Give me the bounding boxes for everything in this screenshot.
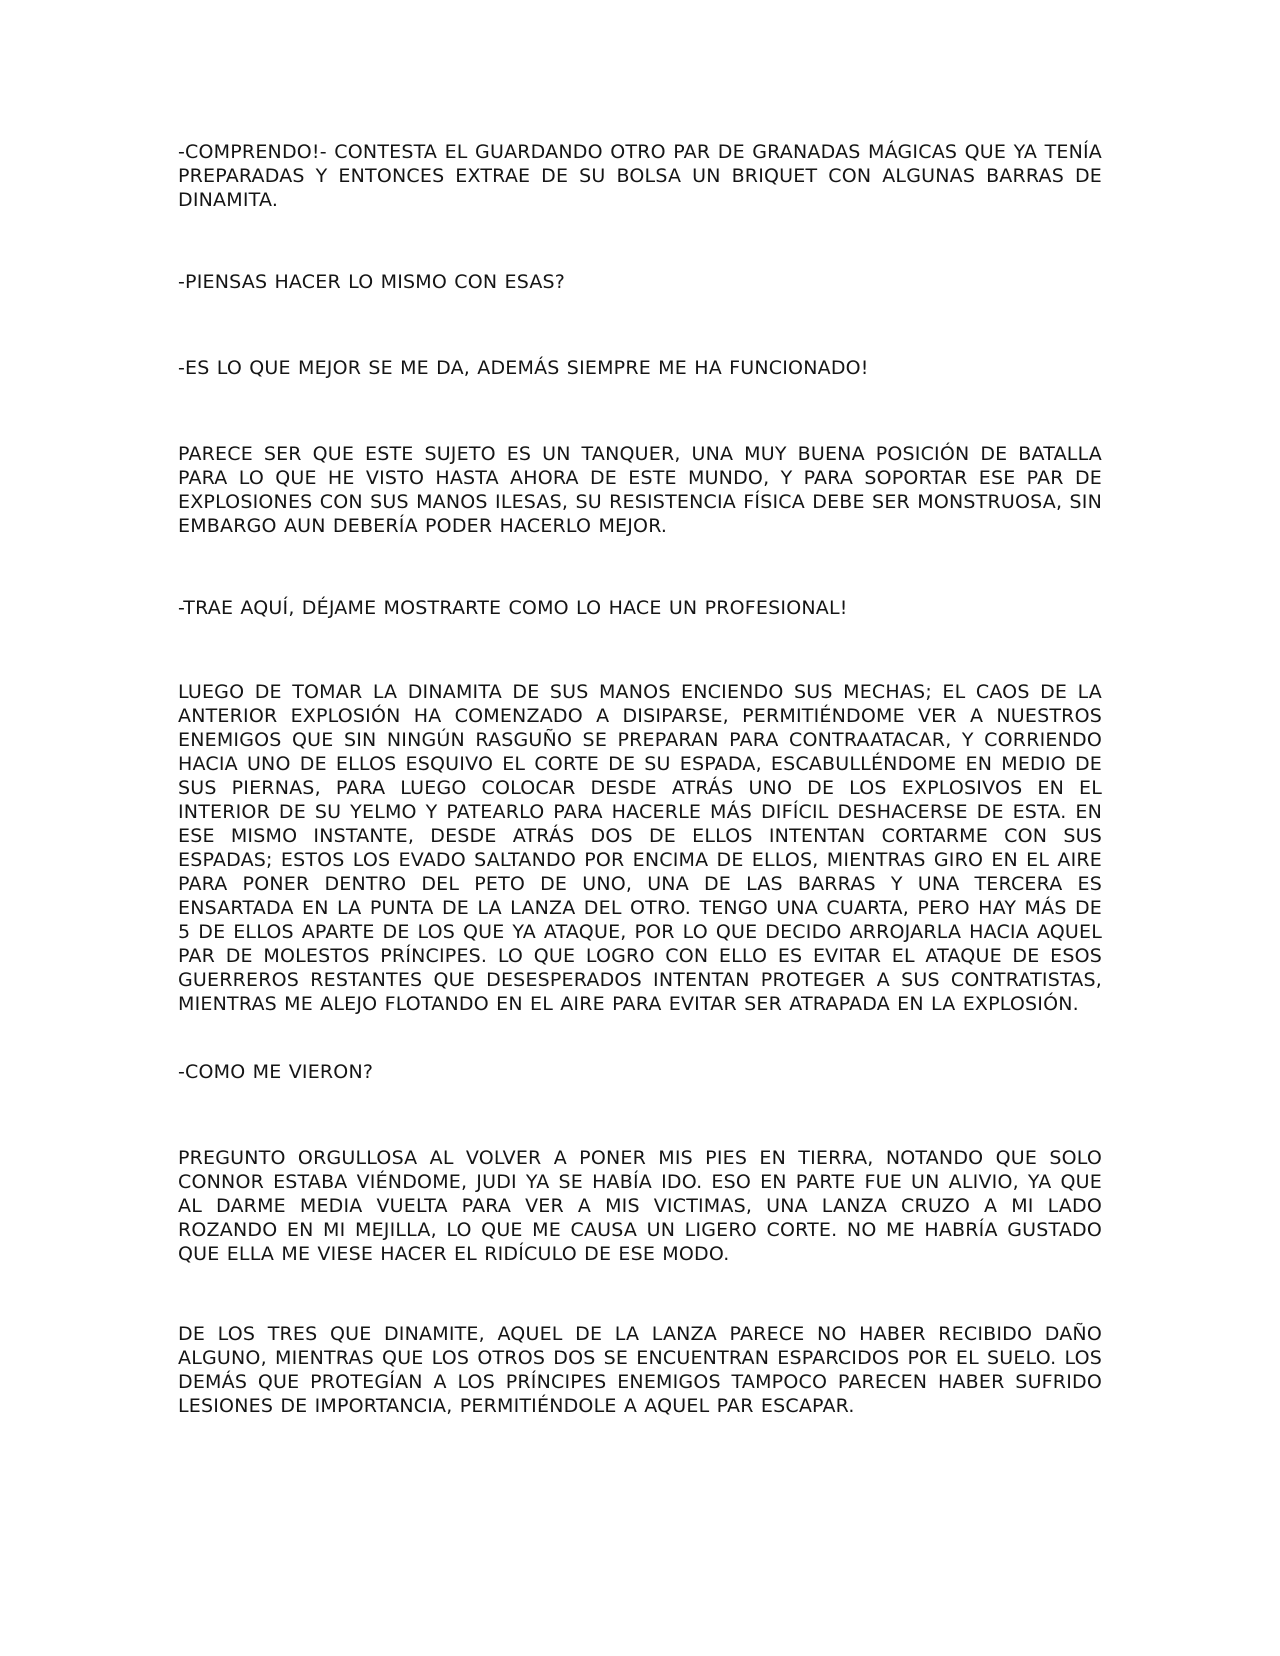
paragraph-narration-de-los-tres: DE LOS TRES QUE DINAMITE, AQUEL DE LA LANZA PARECE NO HABER RECIBIDO DAÑO ALGUNO, MIENTRAS QUE LOS OTROS DOS SE ENCUENTRAN ESPARCIDOS POR EL SUELO. LOS DEMÁS QUE PROTEGÍAN A LOS PRÍNCIPES ENEMIGOS TAMPOCO PARECEN HABER SUFRIDO LESIONES DE IMPORTANCIA, PERMITIÉNDOLE A AQUEL PAR ESCAPAR. (178, 1323, 1102, 1417)
paragraph-narration-dinamita: LUEGO DE TOMAR LA DINAMITA DE SUS MANOS ENCIENDO SUS MECHAS; EL CAOS DE LA ANTERIOR EXPLOSIÓN HA COMENZADO A DISIPARSE, PERMITIÉNDOME VER A NUESTROS ENEMIGOS QUE SIN NINGÚN RASGUÑO SE PREPARAN PARA CONTRAATACAR, Y CORRIENDO HACIA UNO DE ELLOS ESQUIVO EL CORTE DE SU ESPADA, ESCABULLÉNDOME EN MEDIO DE SUS PIERNAS, PARA LUEGO COLOCAR DESDE ATRÁS UNO DE LOS EXPLOSIVOS EN EL INTERIOR DE SU YELMO Y PATEARLO PARA HACERLE MÁS DIFÍCIL DESHACERSE DE ESTA. EN ESE MISMO INSTANTE, DESDE ATRÁS DOS DE ELLOS INTENTAN CORTARME CON SUS ESPADAS; ESTOS LOS EVADO SALTANDO POR ENCIMA DE ELLOS, MIENTRAS GIRO EN EL AIRE PARA PONER DENTRO DEL PETO DE UNO, UNA DE LAS BARRAS Y UNA TERCERA ES ENSARTADA EN LA PUNTA DE LA LANZA DEL OTRO. TENGO UNA CUARTA, PERO HAY MÁS DE 5 DE ELLOS APARTE DE LOS QUE YA ATAQUE, POR LO QUE DECIDO ARROJARLA HACIA AQUEL PAR DE MOLESTOS PRÍNCIPES. LO QUE LOGRO CON ELLO ES EVITAR EL ATAQUE DE ESOS GUERREROS RESTANTES QUE DESESPERADOS INTENTAN PROTEGER A SUS CONTRATISTAS, MIENTRAS ME ALEJO FLOTANDO EN EL AIRE PARA EVITAR SER ATRAPADA EN LA EXPLOSIÓN. (178, 681, 1102, 1015)
paragraph-dialogue-como-me-vieron: -COMO ME VIERON? (178, 1061, 374, 1083)
paragraph-dialogue-comprendo: -COMPRENDO!- CONTESTA EL GUARDANDO OTRO PAR DE GRANADAS MÁGICAS QUE YA TENÍA PREPARADAS Y ENTONCES EXTRAE DE SU BOLSA UN BRIQUET CON ALGUNAS BARRAS DE DINAMITA. (178, 141, 1102, 211)
paragraph-narration-tanquer: PARECE SER QUE ESTE SUJETO ES UN TANQUER, UNA MUY BUENA POSICIÓN DE BATALLA PARA LO QUE HE VISTO HASTA AHORA DE ESTE MUNDO, Y PARA SOPORTAR ESE PAR DE EXPLOSIONES CON SUS MANOS ILESAS, SU RESISTENCIA FÍSICA DEBE SER MONSTRUOSA, SIN EMBARGO AUN DEBERÍA PODER HACERLO MEJOR. (178, 443, 1102, 537)
paragraph-dialogue-es-lo-que: -ES LO QUE MEJOR SE ME DA, ADEMÁS SIEMPRE ME HA FUNCIONADO! (178, 357, 869, 379)
paragraph-narration-pregunto: PREGUNTO ORGULLOSA AL VOLVER A PONER MIS PIES EN TIERRA, NOTANDO QUE SOLO CONNOR ESTABA VIÉNDOME, JUDI YA SE HABÍA IDO. ESO EN PARTE FUE UN ALIVIO, YA QUE AL DARME MEDIA VUELTA PARA VER A MIS VICTIMAS, UNA LANZA CRUZO A MI LADO ROZANDO EN MI MEJILLA, LO QUE ME CAUSA UN LIGERO CORTE. NO ME HABRÍA GUSTADO QUE ELLA ME VIESE HACER EL RIDÍCULO DE ESE MODO. (178, 1147, 1102, 1265)
paragraph-dialogue-piensas: -PIENSAS HACER LO MISMO CON ESAS? (178, 271, 566, 293)
paragraph-dialogue-trae-aqui: -TRAE AQUÍ, DÉJAME MOSTRARTE COMO LO HACE UN PROFESIONAL! (178, 597, 848, 619)
